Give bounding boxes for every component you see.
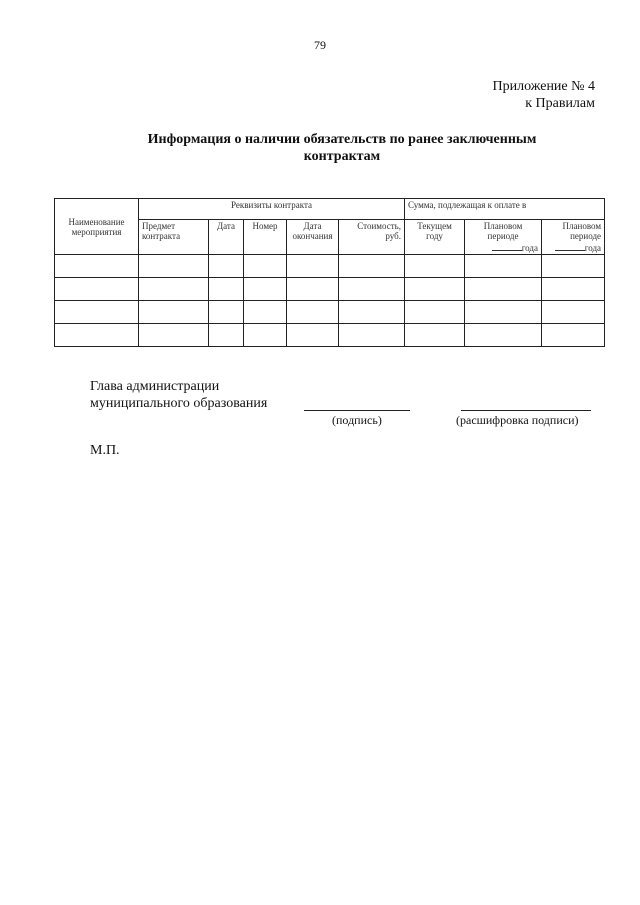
table-cell — [465, 324, 542, 347]
table-cell — [287, 301, 339, 324]
table-cell — [244, 301, 287, 324]
signatory-line-2: муниципального образования — [90, 396, 268, 411]
table-cell — [405, 301, 465, 324]
table-cell — [209, 278, 244, 301]
signature-line — [304, 410, 410, 411]
signature-caption: (подпись) — [332, 413, 382, 427]
table-cell — [405, 278, 465, 301]
document-title — [60, 131, 624, 165]
table-cell — [139, 278, 209, 301]
table-row — [55, 255, 605, 278]
table-cell — [542, 255, 605, 278]
table-cell — [465, 301, 542, 324]
appendix-line-1: Приложение № 4 — [492, 79, 595, 94]
table-cell — [244, 278, 287, 301]
table-cell — [405, 255, 465, 278]
table-cell — [55, 255, 139, 278]
header-contract-requisites: Реквизиты контракта — [139, 199, 405, 220]
header-end-date: Дата окончания — [287, 220, 339, 255]
plan2-line-c — [545, 241, 601, 253]
table-cell — [339, 255, 405, 278]
table-cell — [287, 324, 339, 347]
table-header-row — [55, 199, 605, 220]
obligations-table — [54, 198, 605, 347]
header-date: Дата — [209, 220, 244, 255]
plan2-line-b: периоде — [570, 231, 602, 241]
table-cell — [542, 278, 605, 301]
table-cell — [209, 324, 244, 347]
table-cell — [542, 324, 605, 347]
table-cell — [55, 301, 139, 324]
document-title-line-2: контрактам — [303, 149, 381, 164]
table-cell — [465, 278, 542, 301]
table-cell — [139, 301, 209, 324]
appendix-reference — [493, 78, 596, 112]
table-cell — [542, 301, 605, 324]
table-cell — [139, 255, 209, 278]
table-cell — [287, 278, 339, 301]
table-cell — [339, 278, 405, 301]
table-cell — [244, 255, 287, 278]
table-cell — [287, 255, 339, 278]
header-number: Номер — [244, 220, 287, 255]
plan1-line-a: Плановом — [483, 221, 523, 231]
header-payment-sum: Сумма, подлежащая к оплате в — [405, 199, 605, 220]
table-row — [55, 301, 605, 324]
page-number: 79 — [314, 38, 326, 52]
plan1-year-label: года — [521, 243, 539, 253]
signature-decode-line — [461, 410, 591, 411]
table-cell — [339, 301, 405, 324]
header-planned-period-1 — [465, 220, 542, 255]
plan2-line-a: Плановом — [562, 221, 602, 231]
table-row — [55, 278, 605, 301]
header-current-year: Текущем году — [405, 220, 465, 255]
plan2-year-label: года — [584, 243, 602, 253]
table-cell — [139, 324, 209, 347]
header-contract-subject: Предмет контракта — [139, 220, 209, 255]
table-cell — [55, 324, 139, 347]
table-cell — [209, 301, 244, 324]
stamp-place-label: М.П. — [90, 443, 120, 458]
signatory-block — [90, 378, 267, 412]
table-cell — [244, 324, 287, 347]
year-blank-line — [555, 241, 585, 251]
signature-decode-caption: (расшифровка подписи) — [456, 413, 579, 427]
table-cell — [405, 324, 465, 347]
plan1-line-c — [468, 241, 538, 253]
signatory-line-1: Глава администрации — [90, 379, 220, 394]
header-event-name: Наименование мероприятия — [55, 199, 139, 255]
table-row — [55, 324, 605, 347]
header-cost: Стоимость, руб. — [339, 220, 405, 255]
table-cell — [465, 255, 542, 278]
year-blank-line — [492, 241, 522, 251]
table-cell — [55, 278, 139, 301]
document-title-line-1: Информация о наличии обязательств по ранее заключенным — [147, 132, 537, 147]
table-cell — [339, 324, 405, 347]
appendix-line-2: к Правилам — [525, 96, 595, 111]
table-cell — [209, 255, 244, 278]
header-planned-period-2 — [542, 220, 605, 255]
plan1-line-b: периоде — [487, 231, 519, 241]
